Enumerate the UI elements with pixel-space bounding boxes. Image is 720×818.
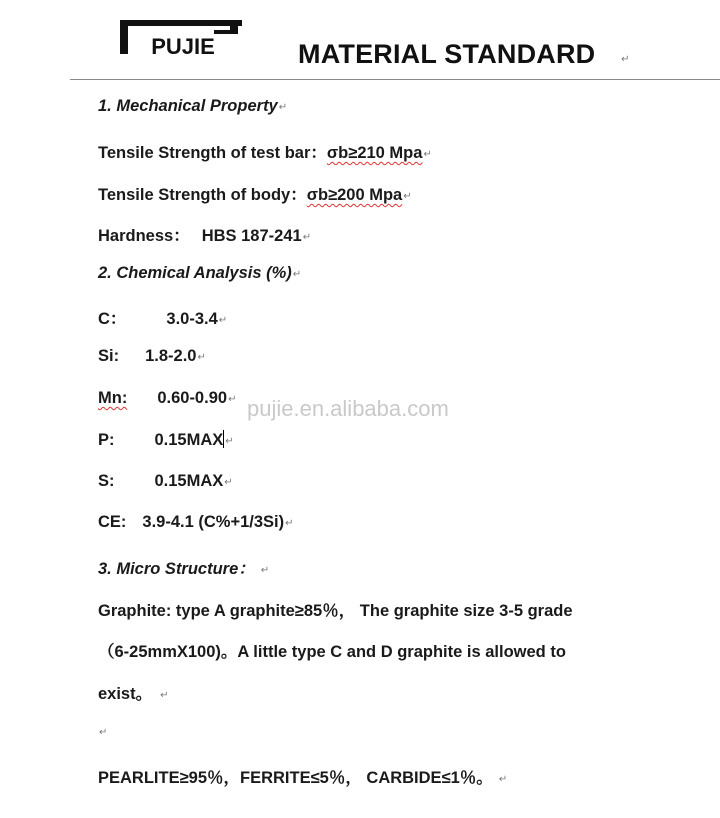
chem-row-si: Si: 1.8-2.0↵ [98, 347, 206, 365]
return-mark-icon: ↵ [160, 690, 169, 701]
chem-row-c: C： 3.0-3.4↵ [98, 310, 228, 328]
return-mark-icon: ↵ [621, 54, 630, 65]
tensile-body-value: σb≥200 Mpa [306, 186, 403, 204]
phase-summary-line: PEARLITE≥95％，FERRITE≤5％， CARBIDE≤1％。 ↵ [98, 769, 508, 787]
pujie-logo [120, 20, 242, 58]
return-mark-icon: ↵ [224, 477, 233, 488]
graphite-line-1: Graphite: type A graphite≥85％， The graphite size 3-5 grade [98, 602, 573, 620]
graphite-line-2: （6-25mmX100)。A little type C and D graphite is allowed to [98, 643, 566, 661]
logo-text: PUJIE [151, 34, 215, 58]
tensile-bar-line: Tensile Strength of test bar：σb≥210 Mpa↵ [98, 144, 432, 162]
tensile-body-line: Tensile Strength of body：σb≥200 Mpa↵ [98, 186, 412, 204]
section-mechanical-heading: 1. Mechanical Property↵ [98, 97, 288, 115]
return-mark-icon: ↵ [278, 102, 288, 113]
return-mark-icon: ↵ [225, 436, 234, 447]
title-divider [70, 79, 720, 80]
return-mark-icon: ↵ [423, 149, 432, 160]
return-mark-icon: ↵ [302, 232, 312, 243]
page-title: MATERIAL STANDARD ↵ [298, 39, 630, 69]
hardness-line: Hardness： HBS 187-241↵ [98, 227, 312, 245]
chem-row-ce: CE: 3.9-4.1 (C%+1/3Si)↵ [98, 513, 294, 531]
chem-row-mn: Mn: 0.60-0.90↵ [98, 389, 237, 407]
section-chemical-heading: 2. Chemical Analysis (%)↵ [98, 264, 302, 282]
chem-row-p: P: 0.15MAX ↵ [98, 431, 234, 449]
return-mark-icon: ↵ [403, 191, 412, 202]
return-mark-icon: ↵ [498, 774, 508, 785]
return-mark-icon: ↵ [99, 727, 108, 738]
chem-row-s: S: 0.15MAX↵ [98, 472, 233, 490]
return-mark-icon: ↵ [260, 565, 270, 576]
empty-paragraph [98, 722, 107, 741]
return-mark-icon: ↵ [218, 315, 228, 326]
tensile-bar-value: σb≥210 Mpa [326, 144, 423, 162]
section-micro-heading: 3. Micro Structure： ↵ [98, 560, 270, 578]
return-mark-icon: ↵ [292, 269, 302, 280]
return-mark-icon: ↵ [285, 518, 294, 529]
watermark: pujie.en.alibaba.com [247, 396, 449, 421]
return-mark-icon: ↵ [197, 352, 206, 363]
return-mark-icon: ↵ [228, 394, 237, 405]
graphite-line-3: exist。 ↵ [98, 685, 169, 703]
